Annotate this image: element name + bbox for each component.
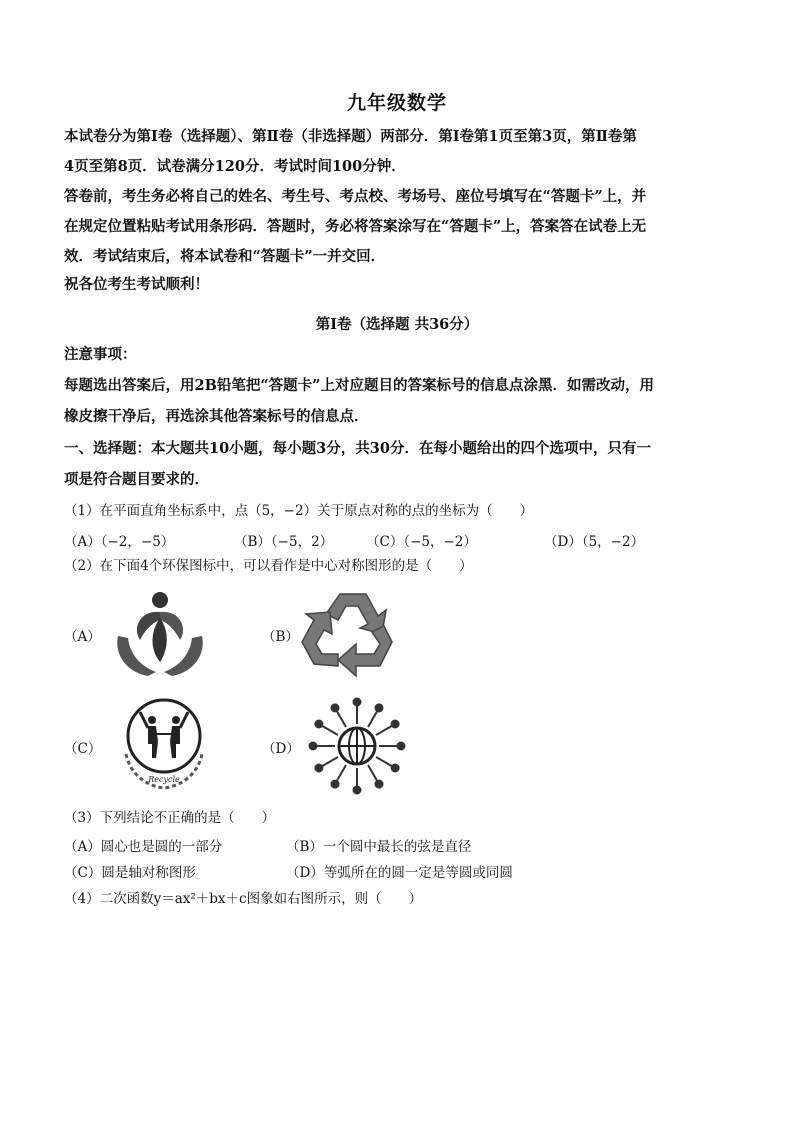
part1-line-2: 项是符合题目要求的． bbox=[64, 471, 209, 488]
q3-option-a: （A）圆心也是圆的一部分 bbox=[64, 839, 223, 855]
q3-option-b: （B）一个圆中最长的弦是直径 bbox=[286, 839, 472, 855]
person-head bbox=[354, 699, 361, 706]
globe-spoke bbox=[322, 726, 338, 735]
person-head bbox=[332, 704, 339, 711]
globe-spoke bbox=[337, 765, 346, 781]
globe-spoke bbox=[376, 726, 392, 735]
hands-figure-icon bbox=[110, 588, 210, 684]
globe-spoke bbox=[337, 711, 346, 727]
q2-stem: （2）在下面4个环保图标中，可以看作是中心对称图形的是（ ） bbox=[64, 558, 473, 574]
notice-line-2: 橡皮擦干净后，再选涂其他答案标号的信息点． bbox=[64, 408, 369, 425]
q3-stem: （3）下列结论不正确的是（ ） bbox=[64, 810, 276, 826]
q1-option-b: （B）（−5，2） bbox=[234, 534, 334, 550]
q3-options-row1 bbox=[64, 835, 734, 855]
intro-line-3: 答卷前，考生务必将自己的姓名、考生号、考点校、考场号、座位号填写在“答题卡”上，并 bbox=[64, 188, 647, 205]
notice-heading: 注意事项： bbox=[64, 346, 137, 363]
person-head bbox=[392, 765, 399, 772]
recycle-arrows-icon bbox=[300, 586, 406, 684]
person-head bbox=[315, 765, 322, 772]
intro-line-5: 效．考试结束后，将本试卷和“答题卡”一并交回． bbox=[64, 248, 386, 265]
part1-line-1: 一、选择题：本大题共10小题，每小题3分，共30分．在每小题给出的四个选项中，只有一 bbox=[64, 440, 651, 457]
globe-people-icon bbox=[302, 694, 412, 798]
person-head bbox=[376, 781, 383, 788]
globe-spoke bbox=[368, 765, 377, 781]
globe-spoke bbox=[368, 711, 377, 727]
person-head bbox=[315, 721, 322, 728]
intro-line-1: 本试卷分为第Ⅰ卷（选择题）、第Ⅱ卷（非选择题）两部分．第Ⅰ卷第1页至第3页，第Ⅱ卷第 bbox=[64, 128, 637, 145]
q1-option-a: （A）（−2，−5） bbox=[64, 534, 175, 550]
intro-line-6: 祝各位考生考试顺利！ bbox=[64, 276, 209, 293]
intro-line-2: 4页至第8页．试卷满分120分．考试时间100分钟． bbox=[64, 158, 406, 175]
person-head bbox=[398, 743, 405, 750]
q3-options-row2 bbox=[64, 861, 734, 881]
globe-spoke bbox=[322, 757, 338, 766]
people-wreath-icon bbox=[118, 694, 210, 794]
q1-option-d: （D）（5，−2） bbox=[544, 534, 645, 550]
page-title: 九年级数学 bbox=[346, 92, 447, 114]
q3-option-c: （C）圆是轴对称图形 bbox=[64, 865, 196, 881]
q4-stem: （4）二次函数y＝ax²＋bx＋c图象如右图所示，则（ ） bbox=[64, 891, 423, 907]
intro-line-4: 在规定位置粘贴考试用条形码．答题时，务必将答案涂写在“答题卡”上，答案答在试卷上无 bbox=[64, 218, 647, 235]
q2-label-d: （D） bbox=[262, 741, 300, 757]
q2-label-a: （A） bbox=[64, 629, 101, 645]
wreath-text: Recycle bbox=[148, 775, 180, 784]
section-title: 第Ⅰ卷（选择题 共36分） bbox=[315, 316, 479, 333]
person-head bbox=[392, 721, 399, 728]
q1-stem: （1）在平面直角坐标系中，点（5，−2）关于原点对称的点的坐标为（ ） bbox=[64, 503, 534, 519]
notice-line-1: 每题选出答案后，用2B铅笔把“答题卡”上对应题目的答案标号的信息点涂黑．如需改动，用 bbox=[64, 377, 655, 394]
globe-spoke bbox=[376, 757, 392, 766]
person-head bbox=[376, 704, 383, 711]
q1-options bbox=[64, 530, 734, 550]
person-head bbox=[354, 787, 361, 794]
q2-label-b: （B） bbox=[262, 629, 299, 645]
person-head bbox=[332, 781, 339, 788]
person-head bbox=[310, 743, 317, 750]
q2-label-c: （C） bbox=[64, 741, 102, 757]
q3-option-d: （D）等弧所在的圆一定是等圆或同圆 bbox=[286, 865, 513, 881]
q1-option-c: （C）（−5，−2） bbox=[366, 534, 477, 550]
